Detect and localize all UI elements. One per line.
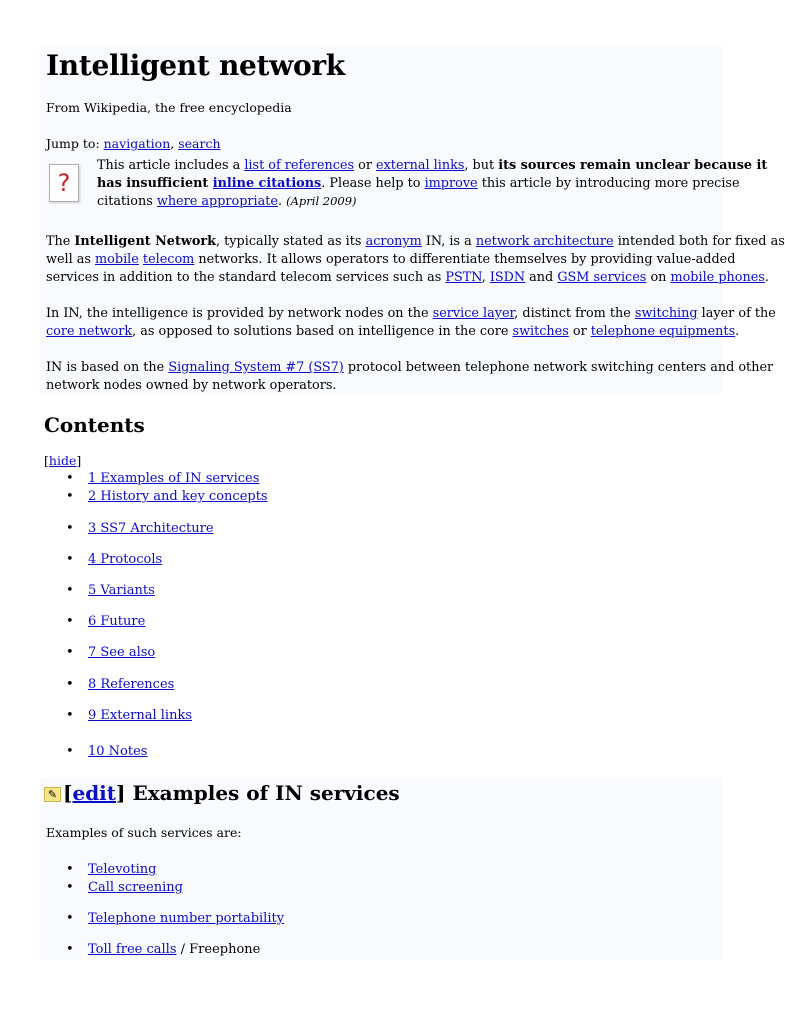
call-screening-link[interactable]: Call screening xyxy=(88,880,183,895)
toc-item: • 10 Notes xyxy=(66,744,148,759)
jump-navigation-link[interactable]: navigation xyxy=(103,136,171,151)
toc-item: • 3 SS7 Architecture xyxy=(66,521,214,536)
toc-link-1[interactable]: 1 Examples of IN services xyxy=(88,471,260,486)
toc-item: • 1 Examples of IN services xyxy=(66,471,260,486)
where-appropriate-link[interactable]: where appropriate xyxy=(156,194,278,209)
acronym-link[interactable]: acronym xyxy=(365,234,422,249)
toc-item: • 8 References xyxy=(66,677,175,692)
p3-line-2: network nodes owned by network operators. xyxy=(46,378,337,393)
switching-link[interactable]: switching xyxy=(634,306,698,321)
core-network-link[interactable]: core network xyxy=(46,324,133,339)
inline-citations-link[interactable]: inline citations xyxy=(212,176,322,191)
toc-item: • 5 Variants xyxy=(66,583,155,598)
ambox-date: (April 2009) xyxy=(286,194,357,208)
p2-line-2: core network, as opposed to solutions based on intelligence in the core switches or telephone equipments. xyxy=(46,324,740,339)
hide-toc-link[interactable]: hide xyxy=(48,453,77,468)
telecom-link[interactable]: telecom xyxy=(142,252,195,267)
list-item: • Telephone number portability xyxy=(66,911,285,926)
toll-free-calls-link[interactable]: Toll free calls xyxy=(88,942,177,957)
toc-link-9[interactable]: 9 External links xyxy=(88,708,193,723)
toc-item: • 2 History and key concepts xyxy=(66,489,268,504)
pstn-link[interactable]: PSTN xyxy=(445,270,482,285)
improve-link[interactable]: improve xyxy=(424,176,478,191)
toc-item: • 6 Future xyxy=(66,614,146,629)
section-intro: Examples of such services are: xyxy=(46,825,242,840)
section-heading-examples: ✎ [edit] Examples of IN services xyxy=(44,781,400,805)
list-of-references-link[interactable]: list of references xyxy=(244,158,355,173)
jump-to: Jump to: navigation, search xyxy=(46,136,221,151)
p3-line-1: IN is based on the Signaling System #7 (SS7) protocol between telephone network switching centers and other xyxy=(46,360,774,375)
ambox-line-2: has insufficient inline citations. Please help to improve this article by introducing more precise xyxy=(97,176,740,191)
list-item: • Toll free calls / Freephone xyxy=(66,942,261,957)
toc-link-6[interactable]: 6 Future xyxy=(88,614,146,629)
toc-link-8[interactable]: 8 References xyxy=(88,677,175,692)
service-layer-link[interactable]: service layer xyxy=(432,306,515,321)
p1-line-1: The Intelligent Network, typically stated as its acronym IN, is a network architecture intended both for fixed as xyxy=(46,234,785,249)
page-title: Intelligent network xyxy=(46,49,345,82)
p1-line-3: services in addition to the standard telecom services such as PSTN, ISDN and GSM services on mobile phones. xyxy=(46,270,769,285)
network-architecture-link[interactable]: network architecture xyxy=(475,234,614,249)
edit-pencil-icon[interactable]: ✎ xyxy=(44,787,61,802)
list-item: • Televoting xyxy=(66,862,157,877)
mobile-phones-link[interactable]: mobile phones xyxy=(670,270,765,285)
list-item: • Call screening xyxy=(66,880,183,895)
toc-link-10[interactable]: 10 Notes xyxy=(88,744,148,759)
toc-item: • 7 See also xyxy=(66,645,156,660)
televoting-link[interactable]: Televoting xyxy=(88,862,157,877)
contents-title: Contents xyxy=(44,413,145,437)
mobile-link[interactable]: mobile xyxy=(95,252,139,267)
toc-link-2[interactable]: 2 History and key concepts xyxy=(88,489,268,504)
toc-item: • 4 Protocols xyxy=(66,552,163,567)
telephone-equipments-link[interactable]: telephone equipments xyxy=(590,324,736,339)
number-portability-link[interactable]: Telephone number portability xyxy=(88,911,285,926)
toc-item: • 9 External links xyxy=(66,708,193,723)
external-links-link[interactable]: external links xyxy=(376,158,465,173)
article-header-panel xyxy=(40,46,723,393)
ambox-line-3: citations where appropriate. (April 2009) xyxy=(97,194,357,209)
toc-link-3[interactable]: 3 SS7 Architecture xyxy=(88,521,214,536)
gsm-services-link[interactable]: GSM services xyxy=(557,270,647,285)
ambox-line-1: This article includes a list of references or external links, but its sources remain unclear because it xyxy=(97,158,768,173)
toc-hide-toggle: [hide] xyxy=(44,453,82,468)
question-mark-icon: ? xyxy=(49,164,79,202)
toc-link-7[interactable]: 7 See also xyxy=(88,645,156,660)
jump-search-link[interactable]: search xyxy=(178,136,221,151)
p2-line-1: In IN, the intelligence is provided by network nodes on the service layer, distinct from the switching layer of the xyxy=(46,306,776,321)
isdn-link[interactable]: ISDN xyxy=(489,270,526,285)
toc-link-5[interactable]: 5 Variants xyxy=(88,583,155,598)
p1-line-2: well as mobile telecom networks. It allows operators to differentiate themselves by providing value-added xyxy=(46,252,736,267)
site-subtitle: From Wikipedia, the free encyclopedia xyxy=(46,100,292,115)
toc-link-4[interactable]: 4 Protocols xyxy=(88,552,163,567)
ss7-link[interactable]: Signaling System #7 (SS7) xyxy=(168,360,344,375)
switches-link[interactable]: switches xyxy=(512,324,569,339)
edit-section-link[interactable]: edit xyxy=(72,781,117,805)
